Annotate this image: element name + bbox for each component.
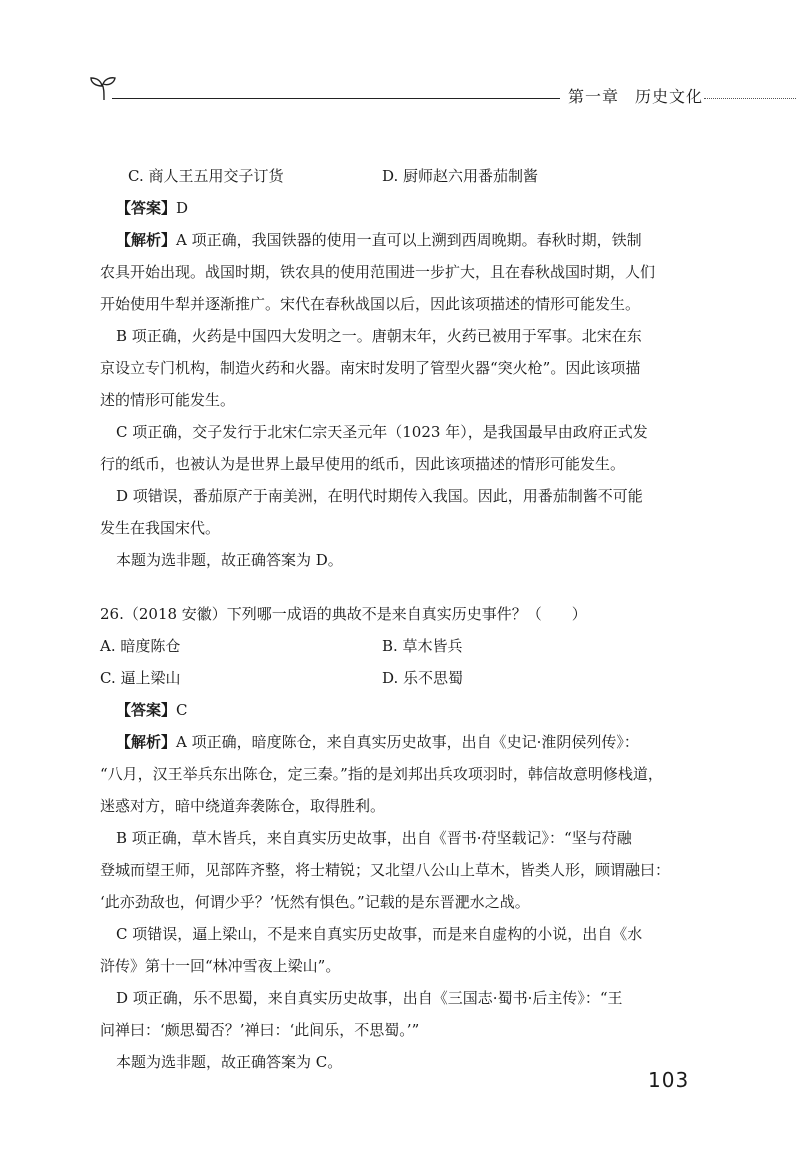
q26-a-line: 迷惑对方，暗中绕道奔袭陈仓，取得胜利。 (100, 797, 386, 815)
q26-option-c: C. 逼上梁山 (100, 669, 181, 687)
q26-option-b: B. 草木皆兵 (382, 637, 463, 655)
q25-option-c-explanation (100, 416, 712, 480)
q25-options-cd (116, 160, 712, 192)
q26-option-d: D. 乐不思蜀 (382, 669, 464, 687)
chapter-title (560, 84, 711, 107)
q25-d-line: 发生在我国宋代。 (100, 519, 221, 537)
page-number: 103 (648, 1068, 690, 1092)
q26-analysis (100, 726, 712, 822)
q26-question: 26.（2018 安徽）下列哪一成语的典故不是来自真实历史事件？（ ） (100, 605, 587, 623)
q25-analysis-line: 开始使用牛犁并逐渐推广。宋代在春秋战国以后，因此该项描述的情形可能发生。 (100, 295, 641, 313)
q26-b-line: ‘此亦劲敌也，何谓少乎？’怃然有惧色。”记载的是东晋淝水之战。 (100, 893, 530, 911)
q26-a-line: “八月，汉王举兵东出陈仓，定三秦。”指的是刘邦出兵攻项羽时，韩信故意明修栈道， (100, 765, 663, 783)
q25-option-b-explanation (100, 320, 712, 416)
q26-option-a: A. 暗度陈仓 (100, 637, 181, 655)
q26-option-c-explanation (100, 918, 712, 982)
q25-analysis (100, 224, 712, 320)
q26-answer-value: C (176, 701, 188, 719)
chapter-section: 历史文化 (635, 87, 704, 106)
q25-option-c: C. 商人王五用交子订货 (128, 167, 284, 185)
running-header (88, 74, 800, 110)
q25-answer (116, 192, 712, 224)
q25-b-line: 述的情形可能发生。 (100, 391, 236, 409)
q26-options-cd (100, 662, 712, 694)
q25-option-d-explanation (100, 480, 712, 544)
q25-answer-value: D (176, 199, 189, 217)
q25-c-line: C 项正确，交子发行于北宋仁宗天圣元年（1023 年），是我国最早由政府正式发 (116, 423, 648, 441)
q25-analysis-line: 农具开始出现。战国时期，铁农具的使用范围进一步扩大，且在春秋战国时期，人们 (100, 263, 656, 281)
q25-d-line: D 项错误，番茄原产于南美洲，在明代时期传入我国。因此，用番茄制酱不可能 (116, 487, 643, 505)
q26-a-line: A 项正确，暗度陈仓，来自真实历史故事，出自《史记·淮阴侯列传》： (176, 733, 639, 751)
sprout-icon (88, 74, 122, 104)
q25-conclusion: 本题为选非题，故正确答案为 D。 (116, 551, 343, 569)
q25-analysis-tag: 【解析】 (116, 231, 177, 249)
page-body (100, 160, 712, 1078)
q26-answer (116, 694, 712, 726)
q25-option-d: D. 厨师赵六用番茄制酱 (382, 167, 539, 185)
q25-b-line: 京设立专门机构，制造火药和火器。南宋时发明了管型火器“突火枪”。因此该项描 (100, 359, 641, 377)
header-rule (112, 98, 632, 99)
q26-b-line: B 项正确，草木皆兵，来自真实历史故事，出自《晋书·苻坚载记》：“坚与苻融 (116, 829, 632, 847)
header-dotted-rule (704, 98, 796, 99)
q26-b-line: 登城而望王师，见部阵齐整，将士精锐；又北望八公山上草木，皆类人形，顾谓融曰： (100, 861, 671, 879)
q25-c-line: 行的纸币，也被认为是世界上最早使用的纸币，因此该项描述的情形可能发生。 (100, 455, 626, 473)
q25-answer-tag: 【答案】 (116, 199, 177, 217)
q26-analysis-tag: 【解析】 (116, 733, 177, 751)
q26-c-line: 浒传》第十一回“林冲雪夜上梁山”。 (100, 957, 341, 975)
q25-b-line: B 项正确，火药是中国四大发明之一。唐朝末年，火药已被用于军事。北宋在东 (116, 327, 642, 345)
q26-d-line: 问禅曰：‘颇思蜀否？’禅曰：‘此间乐，不思蜀。’” (100, 1021, 420, 1039)
q26-conclusion: 本题为选非题，故正确答案为 C。 (116, 1053, 343, 1071)
q26-answer-tag: 【答案】 (116, 701, 177, 719)
q26-options-ab (100, 630, 712, 662)
q26-c-line: C 项错误，逼上梁山，不是来自真实历史故事，而是来自虚构的小说，出自《水 (116, 925, 643, 943)
chapter-number: 第一章 (568, 87, 620, 106)
q25-analysis-line: A 项正确，我国铁器的使用一直可以上溯到西周晚期。春秋时期，铁制 (176, 231, 642, 249)
q26-option-b-explanation (100, 822, 712, 918)
q26-d-line: D 项正确，乐不思蜀，来自真实历史故事，出自《三国志·蜀书·后主传》：“王 (116, 989, 623, 1007)
q26-option-d-explanation (100, 982, 712, 1046)
